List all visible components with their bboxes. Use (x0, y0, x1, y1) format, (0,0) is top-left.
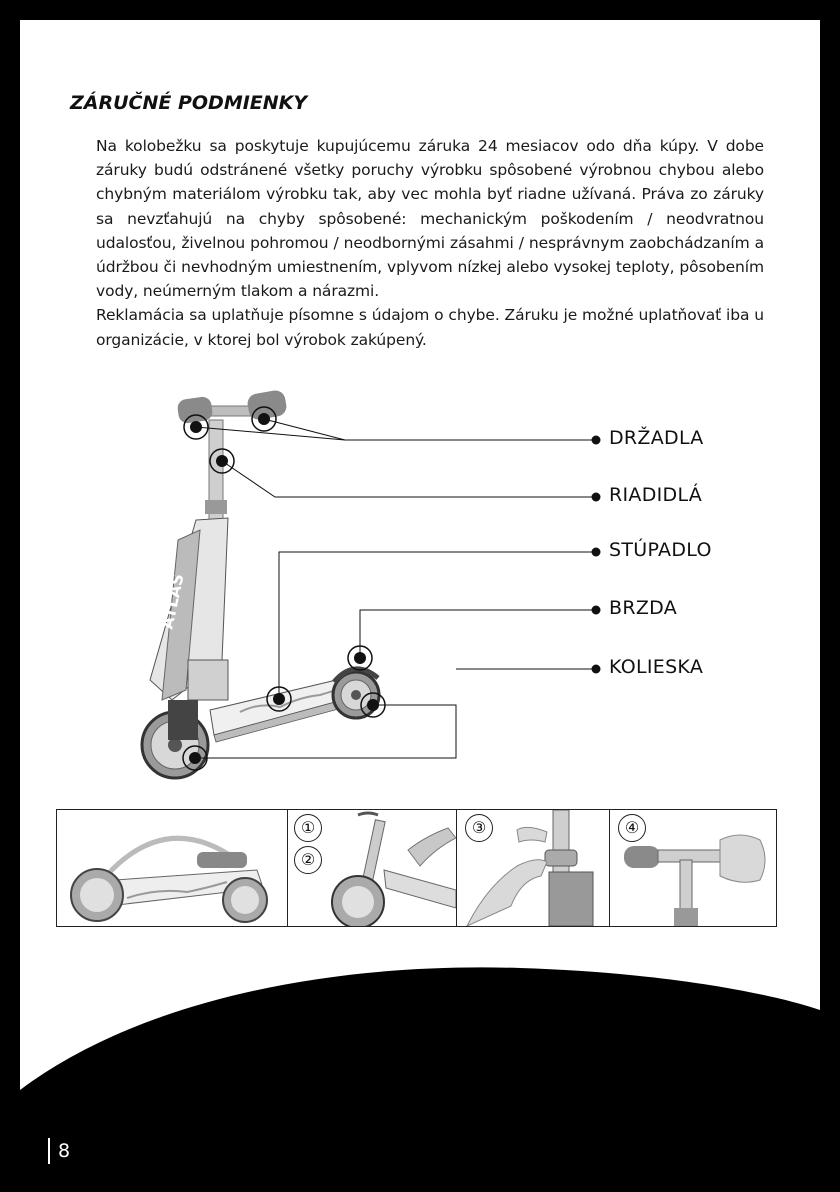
step-4-marker: ④ (618, 814, 646, 842)
step-3-marker: ③ (465, 814, 493, 842)
section-heading: ZÁRUČNÉ PODMIENKY (70, 92, 308, 114)
label-handlebar: RIADIDLÁ (609, 484, 703, 506)
label-handles: DRŽADLA (609, 427, 704, 449)
scooter-logo: ATLAS (157, 571, 188, 631)
label-brake: BRZDA (609, 597, 678, 619)
warranty-paragraph-1: Na kolobežku sa poskytuje kupujúcemu záruka 24 mesiacov odo dňa kúpy. V dobe záruky budú odstránené všetky poruchy výrobku spôsobené výrobnou chybou alebo chybným materiálom výrobku tak, aby vec mohla byť riadne užívaná. Práva zo záruky sa nevzťahujú na chyby spôsobené: mechanickým poškodením / neodvratnou udalosťou, živelnou pohromou / neodbornými zásahmi / nesprávnym zaobchádzaním a údržbou či nevhodným umiestnením, vplyvom nízkej alebo vysokej teploty, pôsobením vody, neúmerným tlakom a nárazmi. (96, 137, 764, 301)
label-deck: STÚPADLO (609, 539, 712, 561)
step-2-marker: ② (294, 846, 322, 874)
step-1-marker: ① (294, 814, 322, 842)
warranty-paragraph-2: Reklamácia sa uplatňuje písomne s údajom o chybe. Záruku je možné uplatňovať iba u organizácie, v ktorej bol výrobok zakúpený. (96, 306, 764, 349)
page-number: 8 (48, 1138, 70, 1164)
label-wheels: KOLIESKA (609, 656, 704, 678)
